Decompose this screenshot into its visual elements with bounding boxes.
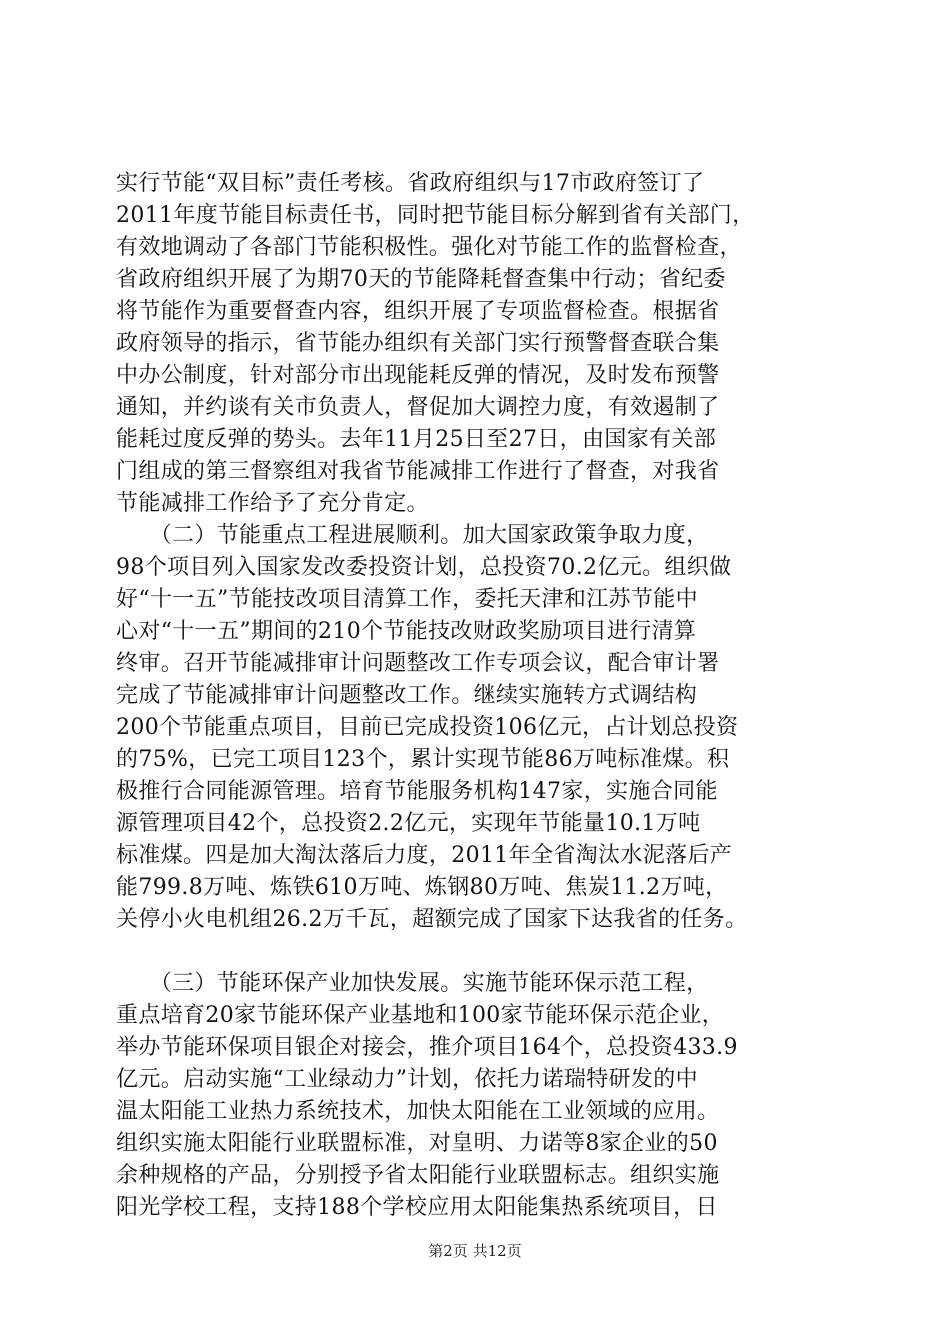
text-line: 门组成的第三督察组对我省节能减排工作进行了督查，对我省 (116, 459, 720, 484)
text-line: 温太阳能工业热力系统技术，加快太阳能在工业领域的应用。 (116, 1099, 720, 1124)
text-line: 200个节能重点项目，目前已完成投资106亿元，占计划总投资 (116, 715, 739, 740)
text-line: （二）节能重点工程进展顺利。加大国家政策争取力度， (116, 523, 709, 548)
text-line: 实行节能“双目标”责任考核。省政府组织与17市政府签订了 (116, 171, 705, 196)
text-line: 标准煤。四是加大淘汰落后力度，2011年全省淘汰水泥落后产 (116, 843, 733, 868)
text-line: 亿元。启动实施“工业绿动力”计划，依托力诺瑞特研发的中 (116, 1067, 698, 1092)
text-line: 好“十一五”节能技改项目清算工作，委托天津和江苏节能中 (116, 587, 698, 612)
document-body (116, 168, 856, 1224)
page-number-footer: 第2页 共12页 (428, 1242, 522, 1260)
text-line: 举办节能环保项目银企对接会，推介项目164个，总投资433.9 (116, 1035, 738, 1060)
text-line: 关停小火电机组26.2万千瓦，超额完成了国家下达我省的任务。 (116, 907, 748, 932)
text-line: 能耗过度反弹的势头。去年11月25日至27日，由国家有关部 (116, 427, 717, 452)
text-line: 阳光学校工程，支持188个学校应用太阳能集热系统项目，日 (116, 1195, 718, 1220)
text-line: 能799.8万吨、炼铁610万吨、炼钢80万吨、焦炭11.2万吨， (116, 875, 728, 900)
text-line: 极推行合同能源管理。培育节能服务机构147家，实施合同能 (116, 779, 718, 804)
text-line: 重点培育20家节能环保产业基地和100家节能环保示范企业， (116, 1003, 725, 1028)
text-line: 终审。召开节能减排审计问题整改工作专项会议，配合审计署 (116, 651, 720, 676)
text-line: 组织实施太阳能行业联盟标准，对皇明、力诺等8家企业的50 (116, 1131, 718, 1156)
text-line: 政府领导的指示，省节能办组织有关部门实行预警督查联合集 (116, 331, 720, 356)
text-line: 余种规格的产品，分别授予省太阳能行业联盟标志。组织实施 (116, 1163, 720, 1188)
text-line: 节能减排工作给予了充分肯定。 (116, 491, 429, 516)
text-line: 有效地调动了各部门节能积极性。强化对节能工作的监督检查， (116, 235, 742, 260)
text-line: （三）节能环保产业加快发展。实施节能环保示范工程， (116, 971, 709, 996)
paragraph (116, 168, 856, 520)
paragraph (116, 520, 856, 936)
text-line: 98个项目列入国家发改委投资计划，总投资70.2亿元。组织做 (116, 555, 732, 580)
paragraph (116, 968, 856, 1224)
text-line: 源管理项目42个，总投资2.2亿元，实现年节能量10.1万吨 (116, 811, 701, 836)
text-line: 的75%，已完工项目123个，累计实现节能86万吨标准煤。积 (116, 747, 730, 772)
text-line: 通知，并约谈有关市负责人，督促加大调控力度，有效遏制了 (116, 395, 720, 420)
text-line: 完成了节能减排审计问题整改工作。继续实施转方式调结构 (116, 683, 698, 708)
text-line: 2011年度节能目标责任书，同时把节能目标分解到省有关部门， (116, 203, 755, 228)
text-line: 中办公制度，针对部分市出现能耗反弹的情况，及时发布预警 (116, 363, 720, 388)
text-line: 心对“十一五”期间的210个节能技改财政奖励项目进行清算 (116, 619, 697, 644)
text-line: 省政府组织开展了为期70天的节能降耗督查集中行动；省纪委 (116, 267, 726, 292)
paragraph-gap (116, 936, 856, 968)
text-line: 将节能作为重要督查内容，组织开展了专项监督检查。根据省 (116, 299, 720, 324)
